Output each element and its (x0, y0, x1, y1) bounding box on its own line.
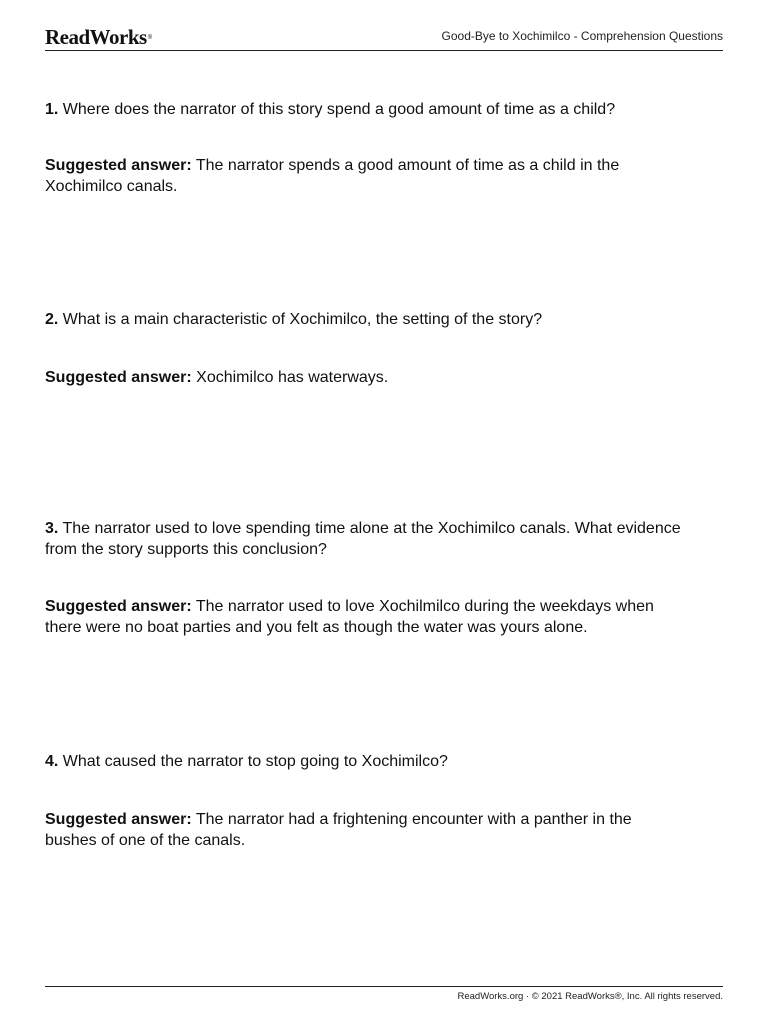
question-text: What is a main characteristic of Xochimilco, the setting of the story? (62, 311, 543, 328)
answer-label: Suggested answer: (45, 157, 192, 174)
question-number: 1. (45, 101, 59, 118)
page-footer (45, 986, 723, 1007)
readworks-logo (45, 25, 152, 49)
question-item-3 (45, 518, 685, 638)
question-number: 2. (45, 311, 59, 328)
answer-text: Xochimilco has waterways. (196, 369, 389, 386)
question-number: 4. (45, 753, 59, 770)
page-header (45, 24, 723, 51)
question-text: What caused the narrator to stop going to Xochimilco? (62, 753, 448, 770)
answer-3 (45, 596, 685, 638)
document-title: Good-Bye to Xochimilco - Comprehension Questions (441, 29, 723, 43)
question-4 (45, 751, 685, 772)
copyright-text: ReadWorks.org · © 2021 ReadWorks®, Inc. All rights reserved. (457, 991, 723, 1002)
answer-label: Suggested answer: (45, 598, 192, 615)
answer-1 (45, 155, 685, 197)
question-item-1 (45, 99, 685, 197)
question-item-4 (45, 751, 685, 851)
answer-2 (45, 367, 685, 388)
question-number: 3. (45, 520, 59, 537)
question-item-2 (45, 309, 685, 388)
answer-text: The narrator had a frightening encounter with a panther in the bushes of one of the canals. (45, 811, 632, 849)
answer-4 (45, 809, 685, 851)
question-text: Where does the narrator of this story spend a good amount of time as a child? (62, 101, 616, 118)
answer-label: Suggested answer: (45, 811, 192, 828)
question-text: The narrator used to love spending time alone at the Xochimilco canals. What evidence from the story supports this conclusion? (45, 520, 681, 558)
answer-text: The narrator used to love Xochilmilco during the weekdays when there were no boat parties and you felt as though the water was yours alone. (45, 598, 654, 636)
answer-label: Suggested answer: (45, 369, 192, 386)
answer-text: The narrator spends a good amount of time as a child in the Xochimilco canals. (45, 157, 620, 195)
logo-registered-mark: ® (147, 35, 152, 41)
logo-text: ReadWorks (45, 25, 147, 49)
question-1 (45, 99, 685, 120)
question-2 (45, 309, 685, 330)
question-3 (45, 518, 685, 560)
